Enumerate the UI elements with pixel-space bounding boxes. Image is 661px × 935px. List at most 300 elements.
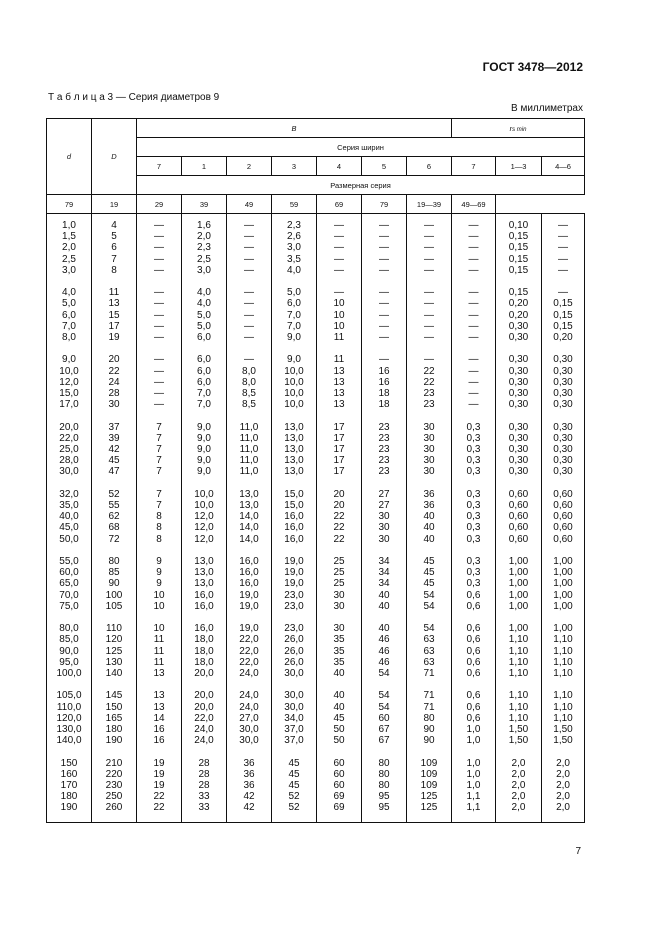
- table-cell: 15: [92, 310, 137, 321]
- table-cell: 54: [407, 601, 452, 612]
- table-cell: —: [362, 242, 407, 253]
- table-cell: 130: [92, 657, 137, 668]
- table-cell: 50,0: [47, 534, 92, 545]
- table-cell: 7,0: [182, 399, 227, 410]
- table-cell: 1,10: [496, 646, 542, 657]
- table-cell: 72: [92, 534, 137, 545]
- table-cell: 0,3: [452, 489, 496, 500]
- table-cell: 8,5: [227, 399, 272, 410]
- table-cell: 1,0: [452, 780, 496, 791]
- table-cell: —: [452, 231, 496, 242]
- table-cell: —: [452, 265, 496, 276]
- table-cell: 71: [407, 668, 452, 679]
- table-cell: 0,60: [542, 511, 585, 522]
- table-cell: 71: [407, 690, 452, 701]
- dimension-series-cell: 49: [227, 195, 272, 214]
- table-cell: 220: [92, 769, 137, 780]
- table-cell: 190: [47, 802, 92, 822]
- width-series-cell: 1—3: [496, 157, 542, 176]
- table-cell: 30: [407, 433, 452, 444]
- table-cell: 12,0: [182, 534, 227, 545]
- table-cell: —: [407, 298, 452, 309]
- table-cell: 0,60: [542, 489, 585, 500]
- table-cell: 24,0: [227, 702, 272, 713]
- table-cell: 20,0: [182, 702, 227, 713]
- table-cell: 0,15: [496, 242, 542, 253]
- table-cell: 3,0: [182, 265, 227, 276]
- table-cell: 105,0: [47, 690, 92, 701]
- table-cell: —: [137, 332, 182, 343]
- table-cell: 1,0: [452, 735, 496, 746]
- table-cell: 100: [92, 590, 137, 601]
- table-cell: —: [137, 254, 182, 265]
- table-cell: —: [227, 214, 272, 232]
- table-cell: —: [452, 332, 496, 343]
- table-cell: 24,0: [182, 735, 227, 746]
- dimension-series-row: [47, 195, 585, 214]
- table-cell: —: [452, 366, 496, 377]
- table-row: [47, 366, 585, 377]
- table-cell: 30,0: [47, 466, 92, 477]
- table-cell: 67: [362, 735, 407, 746]
- table-cell: —: [407, 321, 452, 332]
- table-cell: —: [362, 321, 407, 332]
- table-cell: 0,15: [542, 310, 585, 321]
- table-cell: 80: [362, 780, 407, 791]
- table-cell: 0,30: [496, 466, 542, 477]
- header-B: B: [137, 119, 452, 138]
- table-cell: 18,0: [182, 646, 227, 657]
- group-spacer: [47, 276, 585, 287]
- table-cell: 0,30: [542, 455, 585, 466]
- table-cell: 109: [407, 758, 452, 769]
- standard-designation: ГОСТ 3478—2012: [482, 60, 583, 74]
- table-cell: 145: [92, 690, 137, 701]
- table-cell: 95,0: [47, 657, 92, 668]
- table-cell: 7: [137, 500, 182, 511]
- group-spacer: [47, 612, 585, 623]
- table-cell: —: [137, 231, 182, 242]
- table-cell: 55: [92, 500, 137, 511]
- table-cell: 8,0: [47, 332, 92, 343]
- table-cell: 30,0: [272, 690, 317, 701]
- table-cell: 0,6: [452, 668, 496, 679]
- table-cell: —: [407, 214, 452, 232]
- table-cell: 0,3: [452, 556, 496, 567]
- width-series-cell: 5: [362, 157, 407, 176]
- table-cell: 160: [47, 769, 92, 780]
- table-cell: 25: [317, 578, 362, 589]
- table-cell: —: [137, 214, 182, 232]
- table-cell: 9: [137, 556, 182, 567]
- table-cell: 14,0: [227, 522, 272, 533]
- table-cell: 1,0: [452, 724, 496, 735]
- table-cell: 24,0: [227, 690, 272, 701]
- table-cell: 19,0: [272, 567, 317, 578]
- table-cell: 30: [317, 601, 362, 612]
- table-cell: 8: [92, 265, 137, 276]
- table-cell: —: [227, 298, 272, 309]
- table-cell: 69: [317, 791, 362, 802]
- table-cell: 4,0: [182, 298, 227, 309]
- table-cell: 60,0: [47, 567, 92, 578]
- table-cell: 45: [92, 455, 137, 466]
- table-cell: 46: [362, 646, 407, 657]
- table-row: [47, 399, 585, 410]
- table-cell: —: [137, 242, 182, 253]
- table-cell: 40: [362, 601, 407, 612]
- table-cell: 13: [317, 388, 362, 399]
- table-cell: 45: [407, 567, 452, 578]
- table-cell: 165: [92, 713, 137, 724]
- table-cell: 1,10: [542, 657, 585, 668]
- table-cell: 20,0: [47, 422, 92, 433]
- table-cell: 105: [92, 601, 137, 612]
- dimension-series-cell: 19—39: [407, 195, 452, 214]
- table-cell: 8: [137, 522, 182, 533]
- table-cell: 7,0: [182, 388, 227, 399]
- table-cell: 17: [317, 422, 362, 433]
- table-cell: —: [227, 354, 272, 365]
- table-cell: 13: [92, 298, 137, 309]
- table-cell: —: [452, 242, 496, 253]
- table-cell: 42: [227, 791, 272, 802]
- table-cell: 14,0: [227, 534, 272, 545]
- table-cell: 30: [92, 399, 137, 410]
- table-cell: 16,0: [182, 590, 227, 601]
- table-cell: 50: [317, 724, 362, 735]
- table-cell: 0,6: [452, 713, 496, 724]
- table-cell: 30: [317, 623, 362, 634]
- dimension-series-cell: 19: [92, 195, 137, 214]
- table-row: [47, 791, 585, 802]
- table-cell: 18: [362, 399, 407, 410]
- table-row: [47, 265, 585, 276]
- table-cell: 1,50: [496, 724, 542, 735]
- table-cell: 4,0: [182, 287, 227, 298]
- table-cell: 52: [272, 802, 317, 822]
- table-cell: 12,0: [47, 377, 92, 388]
- table-row: [47, 534, 585, 545]
- table-cell: 5,0: [182, 321, 227, 332]
- table-cell: 18: [362, 388, 407, 399]
- table-cell: 24,0: [227, 668, 272, 679]
- table-cell: 0,30: [496, 444, 542, 455]
- table-cell: 1,10: [542, 713, 585, 724]
- table-cell: 0,60: [496, 534, 542, 545]
- table-cell: 9,0: [182, 466, 227, 477]
- table-row: [47, 242, 585, 253]
- table-cell: 13,0: [182, 567, 227, 578]
- table-cell: 35: [317, 634, 362, 645]
- table-cell: 40: [362, 623, 407, 634]
- table-cell: 5,0: [47, 298, 92, 309]
- table-cell: 47: [92, 466, 137, 477]
- table-cell: 1,10: [542, 634, 585, 645]
- table-cell: 22: [92, 366, 137, 377]
- table-cell: 1,5: [47, 231, 92, 242]
- table-cell: 30: [407, 455, 452, 466]
- table-cell: 2,3: [182, 242, 227, 253]
- table-cell: 85,0: [47, 634, 92, 645]
- table-cell: 39: [92, 433, 137, 444]
- table-cell: 0,3: [452, 444, 496, 455]
- dimension-series-cell: 79: [47, 195, 92, 214]
- table-cell: 11,0: [227, 466, 272, 477]
- table-cell: 16,0: [227, 578, 272, 589]
- table-cell: 27,0: [227, 713, 272, 724]
- table-row: [47, 690, 585, 701]
- table-cell: 40: [407, 534, 452, 545]
- table-cell: 1,0: [47, 214, 92, 232]
- table-cell: 69: [317, 802, 362, 822]
- table-cell: 20: [317, 489, 362, 500]
- table-cell: 1,00: [496, 623, 542, 634]
- table-cell: 125: [407, 791, 452, 802]
- table-cell: 180: [47, 791, 92, 802]
- group-spacer: [47, 679, 585, 690]
- table-cell: —: [317, 287, 362, 298]
- table-cell: 42: [227, 802, 272, 822]
- table-cell: 36: [407, 489, 452, 500]
- table-cell: 0,3: [452, 422, 496, 433]
- table-cell: 0,3: [452, 455, 496, 466]
- table-row: [47, 422, 585, 433]
- table-cell: 0,30: [542, 354, 585, 365]
- table-cell: 0,20: [496, 310, 542, 321]
- table-cell: 0,15: [496, 287, 542, 298]
- table-cell: —: [362, 231, 407, 242]
- table-row: [47, 601, 585, 612]
- table-cell: 260: [92, 802, 137, 822]
- table-cell: 30: [407, 422, 452, 433]
- table-cell: —: [227, 332, 272, 343]
- table-cell: 26,0: [272, 634, 317, 645]
- table-cell: 2,0: [47, 242, 92, 253]
- table-cell: 17: [92, 321, 137, 332]
- group-spacer: [47, 478, 585, 489]
- table-cell: 18,0: [182, 657, 227, 668]
- table-cell: 65,0: [47, 578, 92, 589]
- table-cell: 37,0: [272, 735, 317, 746]
- table-cell: 250: [92, 791, 137, 802]
- table-cell: 2,5: [182, 254, 227, 265]
- dimension-series-cell: 39: [182, 195, 227, 214]
- table-cell: —: [452, 377, 496, 388]
- header-r-symbol: r: [509, 123, 513, 133]
- table-cell: 90: [92, 578, 137, 589]
- table-cell: 10,0: [272, 399, 317, 410]
- table-cell: 2,5: [47, 254, 92, 265]
- table-cell: 6: [92, 242, 137, 253]
- table-cell: 2,0: [542, 769, 585, 780]
- table-cell: 0,30: [542, 433, 585, 444]
- table-cell: 9,0: [182, 422, 227, 433]
- table-cell: 40: [317, 702, 362, 713]
- table-cell: —: [407, 287, 452, 298]
- table-cell: 15,0: [47, 388, 92, 399]
- table-cell: 30,0: [227, 735, 272, 746]
- table-cell: 36: [227, 769, 272, 780]
- table-cell: 70,0: [47, 590, 92, 601]
- table-row: [47, 702, 585, 713]
- table-cell: 16,0: [227, 567, 272, 578]
- table-cell: 24,0: [182, 724, 227, 735]
- table-cell: 40,0: [47, 511, 92, 522]
- table-cell: 40: [407, 522, 452, 533]
- table-row: [47, 522, 585, 533]
- table-cell: 2,0: [542, 791, 585, 802]
- table-cell: 40: [362, 590, 407, 601]
- table-cell: 25: [317, 567, 362, 578]
- table-cell: 8: [137, 534, 182, 545]
- table-cell: 28,0: [47, 455, 92, 466]
- table-cell: 1,00: [542, 590, 585, 601]
- table-row: [47, 489, 585, 500]
- table-cell: 17: [317, 444, 362, 455]
- table-cell: 63: [407, 646, 452, 657]
- table-cell: 22: [137, 791, 182, 802]
- dimension-series-cell: 29: [137, 195, 182, 214]
- table-cell: —: [452, 399, 496, 410]
- table-cell: 0,6: [452, 623, 496, 634]
- table-cell: 0,30: [542, 366, 585, 377]
- table-cell: 1,50: [542, 724, 585, 735]
- table-cell: 11,0: [227, 455, 272, 466]
- table-cell: 2,0: [496, 769, 542, 780]
- table-cell: 13: [137, 668, 182, 679]
- table-cell: 45: [317, 713, 362, 724]
- table-cell: 17: [317, 433, 362, 444]
- table-cell: 5,0: [182, 310, 227, 321]
- table-cell: 0,60: [542, 522, 585, 533]
- table-cell: 0,3: [452, 578, 496, 589]
- table-cell: 9,0: [47, 354, 92, 365]
- table-cell: 9,0: [272, 354, 317, 365]
- table-cell: 1,10: [542, 646, 585, 657]
- table-cell: 4,0: [272, 265, 317, 276]
- table-cell: 1,50: [496, 735, 542, 746]
- table-cell: 1,10: [496, 634, 542, 645]
- table-cell: 1,10: [496, 690, 542, 701]
- table-cell: 3,5: [272, 254, 317, 265]
- table-cell: 11: [92, 287, 137, 298]
- table-cell: 90: [407, 735, 452, 746]
- group-spacer: [47, 746, 585, 757]
- table-cell: —: [362, 298, 407, 309]
- table-cell: 1,6: [182, 214, 227, 232]
- dimension-series-cell: 59: [272, 195, 317, 214]
- table-cell: —: [137, 310, 182, 321]
- table-cell: —: [362, 310, 407, 321]
- table-cell: 95: [362, 791, 407, 802]
- table-cell: 16,0: [272, 511, 317, 522]
- table-cell: 0,30: [542, 444, 585, 455]
- table-cell: 9,0: [182, 455, 227, 466]
- table-cell: 0,15: [542, 321, 585, 332]
- table-cell: 0,30: [496, 388, 542, 399]
- table-cell: 1,00: [542, 623, 585, 634]
- table-cell: 10: [317, 298, 362, 309]
- table-cell: 6,0: [272, 298, 317, 309]
- dimension-series-cell: 69: [317, 195, 362, 214]
- table-cell: 13,0: [272, 444, 317, 455]
- table-cell: 22: [407, 366, 452, 377]
- table-cell: 19,0: [227, 623, 272, 634]
- table-row: [47, 724, 585, 735]
- table-cell: 0,15: [496, 254, 542, 265]
- table-cell: 19: [137, 780, 182, 791]
- table-cell: —: [452, 310, 496, 321]
- table-cell: 17: [317, 466, 362, 477]
- table-cell: —: [137, 388, 182, 399]
- table-cell: 125: [92, 646, 137, 657]
- table-cell: —: [452, 298, 496, 309]
- table-cell: 140,0: [47, 735, 92, 746]
- table-cell: 13: [317, 366, 362, 377]
- table-cell: 2,0: [496, 791, 542, 802]
- table-cell: 80: [362, 758, 407, 769]
- table-cell: —: [362, 265, 407, 276]
- table-cell: 46: [362, 657, 407, 668]
- table-cell: 180: [92, 724, 137, 735]
- table-cell: 17,0: [47, 399, 92, 410]
- table-cell: 22: [137, 802, 182, 822]
- table-cell: 1,10: [496, 668, 542, 679]
- table-cell: 63: [407, 634, 452, 645]
- table-row: [47, 231, 585, 242]
- table-cell: 0,60: [496, 500, 542, 511]
- table-cell: 60: [362, 713, 407, 724]
- table-cell: 1,00: [542, 601, 585, 612]
- width-series-cell: 2: [227, 157, 272, 176]
- table-cell: 7,0: [272, 321, 317, 332]
- table-cell: —: [362, 354, 407, 365]
- table-cell: 60: [317, 758, 362, 769]
- table-cell: 67: [362, 724, 407, 735]
- table-cell: 11: [317, 354, 362, 365]
- group-spacer: [47, 343, 585, 354]
- table-cell: 25,0: [47, 444, 92, 455]
- table-cell: 45,0: [47, 522, 92, 533]
- table-cell: 35: [317, 657, 362, 668]
- table-cell: 9,0: [272, 332, 317, 343]
- table-cell: —: [227, 231, 272, 242]
- width-series-cell: 4: [317, 157, 362, 176]
- table-cell: 34: [362, 567, 407, 578]
- table-cell: —: [137, 377, 182, 388]
- table-cell: 12,0: [182, 511, 227, 522]
- table-cell: 60: [317, 769, 362, 780]
- table-cell: 1,1: [452, 802, 496, 822]
- table-cell: 75,0: [47, 601, 92, 612]
- table-cell: 100,0: [47, 668, 92, 679]
- table-cell: 27: [362, 489, 407, 500]
- table-cell: 1,0: [452, 758, 496, 769]
- table-cell: 110: [92, 623, 137, 634]
- table-cell: —: [362, 254, 407, 265]
- table-cell: 0,30: [496, 455, 542, 466]
- table-cell: —: [542, 242, 585, 253]
- units-note: В миллиметрах: [511, 103, 583, 114]
- table-cell: 2,0: [542, 758, 585, 769]
- table-cell: 19: [137, 758, 182, 769]
- table-cell: 1,00: [496, 556, 542, 567]
- table-cell: 0,6: [452, 601, 496, 612]
- table-cell: 0,30: [542, 388, 585, 399]
- table-cell: 190: [92, 735, 137, 746]
- table-cell: 28: [92, 388, 137, 399]
